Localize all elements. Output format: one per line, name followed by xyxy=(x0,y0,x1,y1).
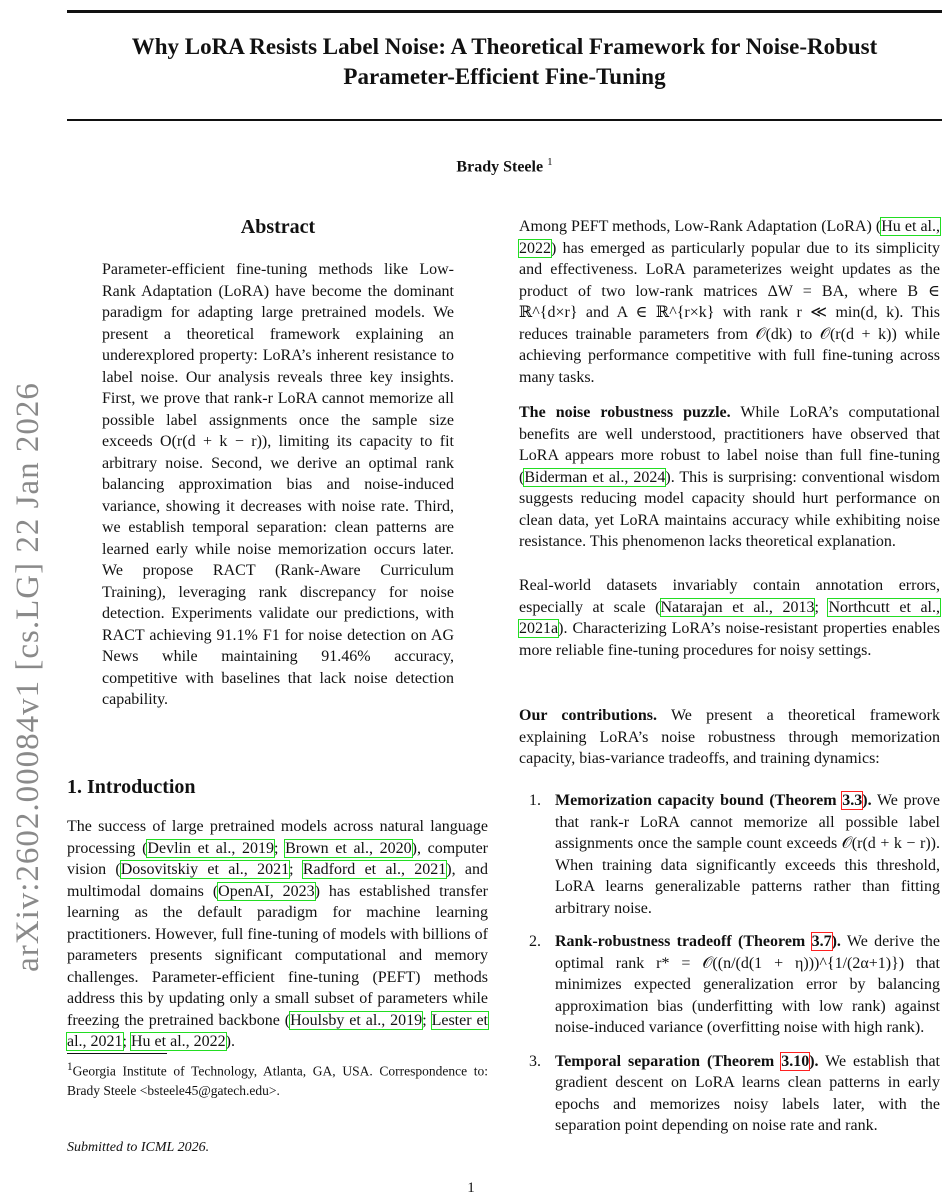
paragraph-text: ) has emerged as particularly popular due to its simplicity and effectiveness. LoRA parameterizes weight updates as the product of two low-rank matrices ΔW = BA, where B ∈ ℝ^{d×r} and A ∈ ℝ^{r×k} with rank r ≪ min(d, k). This reduces trainable parameters from 𝒪(dk) to 𝒪(r(d + k)) while achieving performance competitive with full fine-tuning across many tasks. xyxy=(519,239,940,386)
contribution-lead-end: ). xyxy=(809,1052,819,1070)
intro-text: ), computer vision ( xyxy=(67,839,489,878)
contributions-list xyxy=(519,790,940,1149)
introduction-heading: 1. Introduction xyxy=(67,776,196,798)
footnote-rule xyxy=(67,1053,167,1054)
arxiv-sidebar xyxy=(8,230,46,1130)
author-name: Brady Steele xyxy=(456,158,544,176)
intro-text: ; xyxy=(422,1011,432,1029)
contribution-lead: Temporal separation (Theorem xyxy=(555,1052,782,1070)
intro-text: The success of large pretrained models across natural language processing ( xyxy=(67,818,488,857)
paragraph-text: Real-world datasets invariably contain annotation errors, especially at scale ( xyxy=(519,577,940,616)
introduction-paragraph xyxy=(67,816,488,1053)
list-number: 1. xyxy=(529,792,541,809)
introduction-body xyxy=(67,816,488,1053)
intro-text: ; xyxy=(122,1033,131,1050)
citation-link[interactable]: Natarajan et al., 2013 xyxy=(660,598,815,616)
affiliation-footnote xyxy=(67,1058,488,1100)
citation-link[interactable]: Hu et al., 2022 xyxy=(519,218,940,257)
author-affiliation-mark: 1 xyxy=(547,156,553,168)
datasets-paragraph xyxy=(519,575,940,661)
paragraph-text: ). This is surprising: conventional wisdom suggests reducing model capacity should hurt performance on clean data, yet LoRA maintains accuracy while exhibiting noise resistance. This phenomenon lacks theoretical explanation. xyxy=(519,468,940,550)
contribution-body: We prove that rank-r LoRA cannot memorize all possible label assignments once the sample count exceeds 𝒪(r(d + k − r)). When training data significantly exceeds this threshold, LoRA learns generalizable patterns rather than fitting arbitrary noise. xyxy=(555,792,941,917)
footnote-text: Georgia Institute of Technology, Atlanta, GA, USA. Correspondence to: Brady Steele <bsteele45@gatech.edu>. xyxy=(67,1063,488,1098)
paragraph-text: We present a theoretical framework explaining LoRA’s noise robustness through memorization capacity, bias-variance tradeoffs, and training dynamics: xyxy=(519,707,940,767)
citation-link[interactable]: Biderman et al., 2024 xyxy=(524,468,666,486)
contribution-item xyxy=(519,790,940,919)
theorem-reference-link[interactable]: 3.7 xyxy=(811,933,832,950)
noise-puzzle-paragraph xyxy=(519,402,940,553)
contribution-lead-end: ). xyxy=(831,933,841,950)
citation-link[interactable]: Dosovitskiy et al., 2021 xyxy=(120,861,290,878)
paragraph-lead: The noise robustness puzzle. xyxy=(519,404,731,421)
title-line-1: Why LoRA Resists Label Noise: A Theoretical Framework for Noise-Robust xyxy=(131,34,878,59)
paragraph-text: While LoRA’s computational benefits are well understood, practitioners have observed that LoRA appears more robust to label noise than full fine-tuning ( xyxy=(519,404,941,486)
intro-text: ; xyxy=(289,861,303,878)
citation-link[interactable]: Devlin et al., 2019 xyxy=(147,839,274,857)
citation-link[interactable]: Lester et al., 2021 xyxy=(67,1011,489,1050)
list-number: 2. xyxy=(529,933,541,950)
list-number: 3. xyxy=(529,1052,541,1070)
intro-text: ) has established transfer learning as the default paradigm for machine learning practitioners. However, full fine-tuning of models with billions of parameters presents significant computational and memory challenges. Parameter-efficient fine-tuning (PEFT) methods address this by updating only a small subset of parameters while freezing the pretrained backbone ( xyxy=(67,882,489,1029)
paragraph-text: ; xyxy=(814,598,829,616)
contribution-lead: Memorization capacity bound (Theorem xyxy=(555,792,843,809)
lora-paragraph xyxy=(519,216,940,388)
paragraph-text: Among PEFT methods, Low-Rank Adaptation (LoRA) ( xyxy=(519,218,882,235)
contribution-item xyxy=(519,931,940,1039)
arxiv-stamp: arXiv:2602.00084v1 [cs.LG] 22 Jan 2026 xyxy=(10,382,46,972)
citation-link[interactable]: Northcutt et al., 2021a xyxy=(519,598,940,637)
submission-note: Submitted to ICML 2026. xyxy=(67,1140,210,1155)
title-top-rule xyxy=(67,10,942,13)
author-line xyxy=(67,156,942,176)
paragraph-text: ). Characterizing LoRA’s noise-resistant properties enables more reliable fine-tuning procedures for noisy settings. xyxy=(519,620,940,659)
title-line-2: Parameter-Efficient Fine-Tuning xyxy=(343,64,666,89)
paragraph-lead: Our contributions. xyxy=(519,707,657,724)
title-bottom-rule xyxy=(67,119,942,121)
abstract-heading: Abstract xyxy=(240,216,316,238)
intro-text: ). xyxy=(225,1033,235,1050)
contribution-lead-end: ). xyxy=(862,792,872,809)
abstract-body xyxy=(102,259,454,711)
intro-text: ; xyxy=(273,839,286,857)
theorem-reference-link[interactable]: 3.3 xyxy=(842,792,863,809)
citation-link[interactable]: Houlsby et al., 2019 xyxy=(290,1011,423,1029)
footnote-mark: 1 xyxy=(67,1061,73,1073)
theorem-reference-link[interactable]: 3.10 xyxy=(781,1052,810,1070)
contributions-paragraph xyxy=(519,705,940,770)
contribution-body: We establish that gradient descent on LoRA learns clean patterns in early epochs and memorizes noisy labels later, with the separation point depending on noise rate and rank. xyxy=(555,1052,940,1134)
citation-link[interactable]: Brown et al., 2020 xyxy=(285,839,412,857)
abstract-text: Parameter-efficient fine-tuning methods like Low-Rank Adaptation (LoRA) have become the dominant paradigm for adapting large pretrained models. We present a theoretical framework explaining an underexplored property: LoRA’s inherent resistance to label noise. Our analysis reveals three key insights. First, we prove that rank-r LoRA cannot memorize all possible label assignments once the sample size exceeds O(r(d + k − r)), limiting its capacity to fit arbitrary noise. Second, we derive an optimal rank balancing approximation bias and noise-induced variance, showing it decreases with noise rate. Third, we establish temporal separation: clean patterns are learned early while noise memorization occurs later. We propose RACT (Rank-Aware Curriculum Training), leveraging rank discrepancy for noise detection. Experiments validate our predictions, with RACT achieving 91.1% F1 for noise detection on AG News while maintaining 91.46% accuracy, competitive with baselines that lack noise detection capability. xyxy=(102,261,454,708)
citation-link[interactable]: Hu et al., 2022 xyxy=(131,1033,226,1050)
contribution-body: We derive the optimal rank r* = 𝒪((n/(d(1 + η)))^{1/(2α+1)}) that minimizes expected generalization error by balancing approximation bias (underfitting with low rank) against noise-induced variance (overfitting noise with high rank). xyxy=(555,933,941,1036)
contribution-item xyxy=(519,1051,940,1137)
intro-text: ), and multimodal domains ( xyxy=(67,861,488,900)
paper-title xyxy=(67,32,942,92)
citation-link[interactable]: Radford et al., 2021 xyxy=(302,861,447,878)
citation-link[interactable]: OpenAI, 2023 xyxy=(218,882,315,900)
contribution-lead: Rank-robustness tradeoff (Theorem xyxy=(555,933,812,950)
page-number: 1 xyxy=(467,1180,475,1196)
